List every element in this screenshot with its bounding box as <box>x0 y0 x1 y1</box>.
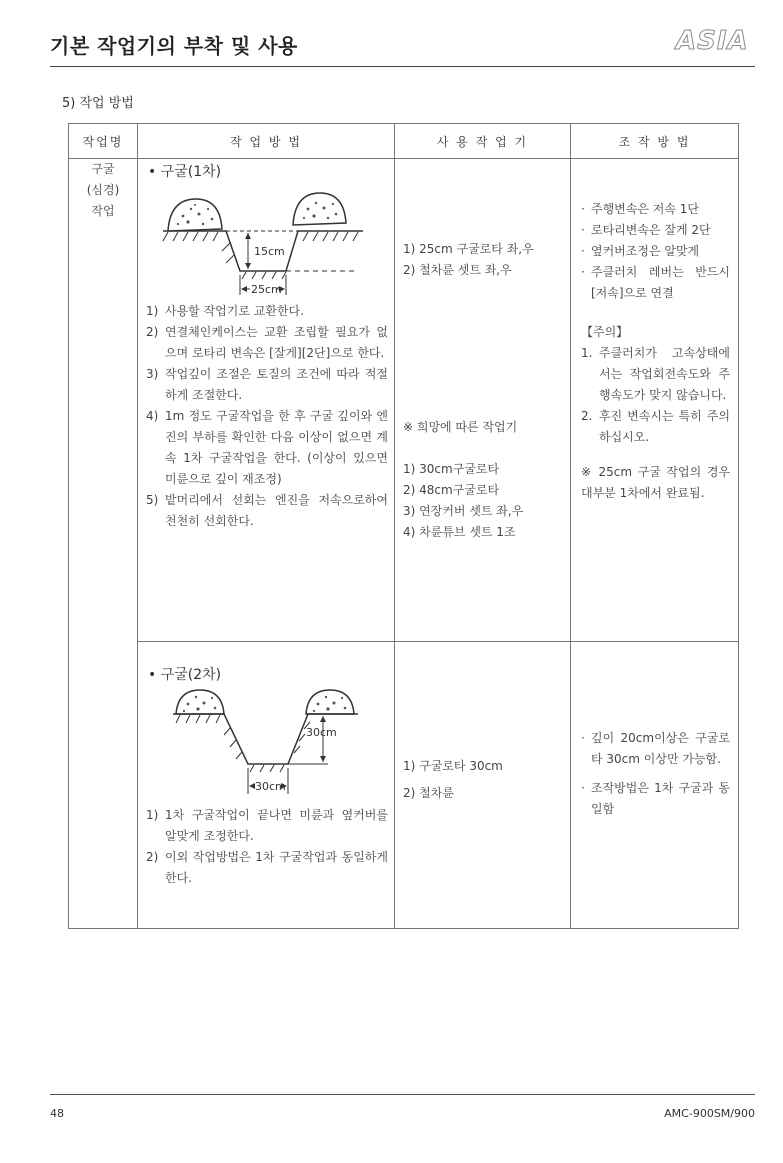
task-name-line: (심경) <box>86 183 120 197</box>
operation-cell-second <box>571 642 739 929</box>
task-name-line: 작업 <box>91 204 115 218</box>
brand-logo: ASIA <box>676 26 749 56</box>
list-item: 4) 1m 정도 구굴작업을 한 후 구굴 깊이와 엔진의 부하를 확인한 다음 이상이 없으면 계속 1차 구굴작업을 한다. (이상이 있으면 미륜으로 깊이 재조정) <box>146 409 388 486</box>
list-item: · 로타리변속은 잘게 2단 <box>581 223 711 237</box>
page-title: 기본 작업기의 부착 및 사용 <box>50 34 298 58</box>
list-item: · 조작방법은 1차 구굴과 동일함 <box>581 781 730 816</box>
table-header-row <box>69 124 739 159</box>
list-item: · 주클러치 레버는 반드시 [저속]으로 연결 <box>581 265 730 300</box>
work-method-table <box>68 123 739 929</box>
section-title: 5) 작업 방법 <box>62 96 134 111</box>
list-item: 1) 25cm 구굴로타 좌,우 <box>403 242 534 256</box>
list-item: 2) 철차륜 <box>403 786 454 800</box>
list-item: · 옆커버조정은 알맞게 <box>581 244 700 258</box>
operation-list-first <box>571 159 738 504</box>
table-row-second-pass <box>69 642 739 929</box>
header-divider <box>50 66 755 67</box>
depth-label-first: 15cm <box>254 245 285 258</box>
completion-note: ※ 25cm 구굴 작업의 경우 대부분 1차에서 완료됨. <box>581 465 730 500</box>
list-item: 3) 작업깊이 조절은 토질의 조건에 따라 적절하게 조절한다. <box>146 367 388 402</box>
step-title-second: • 구굴(2차) <box>148 667 222 683</box>
table-row-first-pass <box>69 159 739 642</box>
step-list-second <box>138 805 394 889</box>
page-number: 48 <box>50 1107 64 1120</box>
caution-title: 【주의】 <box>581 325 629 339</box>
step-list-first <box>138 301 394 532</box>
method-cell-first <box>138 159 395 642</box>
list-item: 2) 철차륜 셋트 좌,우 <box>403 263 512 277</box>
footer-divider <box>50 1094 755 1095</box>
list-item: 1) 구굴로타 30cm <box>403 759 503 773</box>
implements-cell-second <box>395 642 571 929</box>
list-item: · 주행변속은 저속 1단 <box>581 202 700 216</box>
task-name-cell <box>69 159 138 929</box>
list-item: 2. 후진 변속시는 특히 주의하십시오. <box>581 409 730 444</box>
list-item: 2) 연결체인케이스는 교환 조립할 필요가 없으며 로타리 변속은 [잘게][2단]으로 한다. <box>146 325 388 360</box>
optional-implements-title: ※ 희망에 따른 작업기 <box>403 420 518 434</box>
list-item: 1) 1차 구굴작업이 끝나면 미륜과 옆커버를 알맞게 조정한다. <box>146 808 388 843</box>
furrow-diagram-first <box>158 181 378 301</box>
list-item: 1) 사용할 작업기로 교환한다. <box>146 304 304 318</box>
header-work-method: 작 업 방 법 <box>138 124 395 159</box>
step-title-first: • 구굴(1차) <box>148 164 222 180</box>
list-item: 2) 48cm구굴로타 <box>403 483 500 497</box>
furrow-diagram-second <box>158 684 378 799</box>
task-name-line: 구굴 <box>91 162 115 176</box>
operation-list-second <box>571 642 738 820</box>
implements-cell-first <box>395 159 571 642</box>
method-cell-second <box>138 642 395 929</box>
header-implements: 사 용 작 업 기 <box>395 124 571 159</box>
list-item: 2) 이외 작업방법은 1차 구굴작업과 동일하게 한다. <box>146 850 388 885</box>
model-number: AMC-900SM/900 <box>664 1107 755 1120</box>
list-item: 1) 30cm구굴로타 <box>403 462 500 476</box>
list-item: 3) 연장커버 셋트 좌,우 <box>403 504 524 518</box>
width-label-first: 25cm <box>251 283 282 296</box>
header-task-name: 작업명 <box>69 124 138 159</box>
implements-list-second <box>395 642 570 804</box>
width-label-second: 30cm <box>255 780 286 793</box>
list-item: 4) 차륜튜브 셋트 1조 <box>403 525 516 539</box>
list-item: 1. 주클러치가 고속상태에서는 작업회전속도와 주행속도가 맞지 않습니다. <box>581 346 730 402</box>
implements-list-first <box>395 159 570 543</box>
list-item: 5) 밭머리에서 선회는 엔진을 저속으로하여 천천히 선회한다. <box>146 493 388 528</box>
depth-label-second: 30cm <box>306 726 337 739</box>
header-operation: 조 작 방 법 <box>571 124 739 159</box>
operation-cell-first <box>571 159 739 642</box>
list-item: · 깊이 20cm이상은 구굴로타 30cm 이상만 가능함. <box>581 731 730 766</box>
